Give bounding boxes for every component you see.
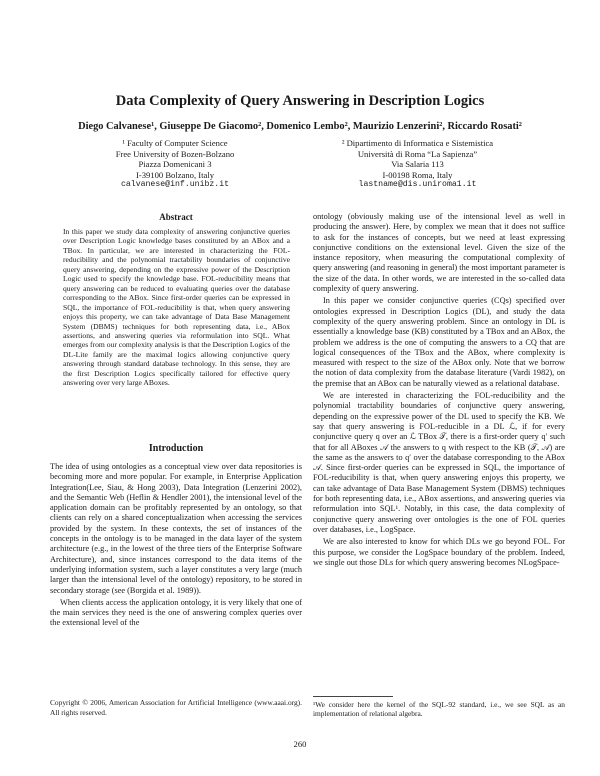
abstract-heading: Abstract (159, 212, 193, 222)
body-paragraph: In this paper we consider conjunctive queries (CQs) specified over ontologies expressed in Description Logics (DL), and study the data complexity of the query answering problem. Since an ontology in DL is essentially a knowledge base (KB) constituted by a TBox and an ABox, the problem we address is the one of computing the answers to a CQ that are logical consequences of the TBox and the ABox, where complexity is measured with respect to the size of the ABox only. Note that we borrow the notion of data complexity from the database literature (Vardi 1982), on the premise that an ABox can be naturally viewed as a relational database. (313, 296, 565, 388)
footnote-divider (313, 696, 393, 697)
page-number: 260 (293, 739, 307, 749)
abstract-text: In this paper we study data complexity of answering conjunctive queries over Description Logic knowledge bases constituted by an ABox and a TBox. In particular, we are interested in characterizing the FOL-reducibility and the polynomial tractability boundaries of conjunctive query answering, depending on the expressive power of the Description Logic used to specify the knowledge base. FOL-reducibility means that query answering can be reduced to evaluating queries over the database corresponding to the ABox. Since first-order queries can be expressed in SQL, the importance of FOL-reducibility is that, when query answering enjoys this property, we can take advantage of Data Base Management System (DBMS) techniques for both representing data, i.e., ABox assertions, and answering queries via reformulation into SQL. What emerges from our complexity analysis is that the Description Logics of the DL-Lite family are the maximal logics allowing conjunctive query answering through standard database technology. In this sense, they are the first Description Logics specifically tailored for effective query answering over very large ABoxes. (63, 227, 290, 388)
affiliation-2-line: I-00198 Roma, Italy (382, 169, 453, 180)
affiliation-2 (305, 138, 530, 191)
intro-paragraph: The idea of using ontologies as a conceptual view over data repositories is becoming more and more popular. For example, in Enterprise Application Integration(Lee, Siau, & Hong 2003), Data Integration (Lenzerini 2002), and the Semantic Web (Heflin & Hendler 2001), the intensional level of the application domain can be profitably represented by an ontology, so that clients can rely on a shared conceptualization when accessing the services provided by the system. In these contexts, the set of instances of the concepts in the ontology is to be managed in the data layer of the system architecture (e.g., in the lowest of the three tiers of the Enterprise Software Architecture), and, since instances correspond to the data items of the underlying information system, such a layer constitutes a very large (much larger than the intensional level of the ontology) repository, to be stored in secondary storage (see (Borgida et al. 1989)). (50, 462, 302, 595)
right-column-body (313, 212, 565, 568)
body-paragraph: We are interested in characterizing the FOL-reducibility and the polynomial tractability boundaries of conjunctive query answering, depending on the expressive power of the DL used to specify the KB. We say that query answering is FOL-reducible in a DL ℒ, if for every conjunctive query q over an ℒ TBox 𝒯, there is a first-order query q′ such that for all ABoxes 𝒜 the answers to q with respect to the KB (𝒯, 𝒜) are the same as the answers to q′ over the database corresponding to the ABox 𝒜. Since first-order queries can be expressed in SQL, the importance of FOL-reducibility is that, when query answering enjoys this property, we can take advantage of Data Base Management System (DBMS) techniques for both representing data, i.e., ABox assertions, and answering queries via reformulation into SQL¹. Notably, in this case, the data complexity of conjunctive query answering over ontologies is the one of FOL queries over databases, i.e., LogSpace. (313, 391, 565, 534)
affiliation-1-line: I-39100 Bolzano, Italy (135, 169, 215, 180)
affiliation-1-email[interactable]: calvanese@inf.unibz.it (120, 180, 230, 190)
introduction-heading: Introduction (148, 443, 204, 454)
affiliation-2-email[interactable]: lastname@dis.uniroma1.it (358, 180, 477, 190)
footnote: ¹We consider here the kernel of the SQL-92 standard, i.e., we see SQL as an implementation of relational algebra. (313, 700, 565, 719)
body-paragraph: We are also interested to know for which DLs we go beyond FOL. For this purpose, we consider the LogSpace boundary of the problem. Indeed, we single out those DLs for which query answering becomes NLogSpace- (313, 537, 565, 567)
affiliation-2-line: ² Dipartimento di Informatica e Sistemistica (341, 138, 494, 148)
copyright-notice: Copyright © 2006, American Association for Artificial Intelligence (www.aaai.org). All rights reserved. (50, 698, 302, 717)
affiliation-2-line: Università di Roma “La Sapienza” (357, 148, 478, 159)
affiliation-1-line: ¹ Faculty of Computer Science (122, 138, 228, 148)
author-list: Diego Calvanese¹, Giuseppe De Giacomo², Domenico Lembo², Maurizio Lenzerini², Riccardo Rosati² (78, 121, 522, 132)
introduction-body (50, 462, 302, 629)
body-paragraph: ontology (obviously making use of the intensional level as well in producing the answer). Here, by complex we mean that it does not suffice to ask for the instances of concepts, but we need at least expressing conjunctive conditions on the extensional level. Given the size of the instance repository, when measuring the computational complexity of query answering (and reasoning in general) the most important parameter is the size of the data. In other words, we are interested in the so-called data complexity of query answering. (313, 212, 565, 294)
intro-paragraph: When clients access the application ontology, it is very likely that one of the main services they need is the one of answering complex queries over the extensional level of the (50, 597, 302, 628)
affiliation-1-line: Free University of Bozen-Bolzano (115, 148, 235, 159)
paper-title: Data Complexity of Query Answering in Description Logics (115, 93, 485, 109)
affiliation-1-line: Piazza Domenicani 3 (138, 159, 212, 170)
affiliation-1 (60, 138, 290, 191)
affiliation-2-line: Via Salaria 113 (391, 159, 444, 170)
